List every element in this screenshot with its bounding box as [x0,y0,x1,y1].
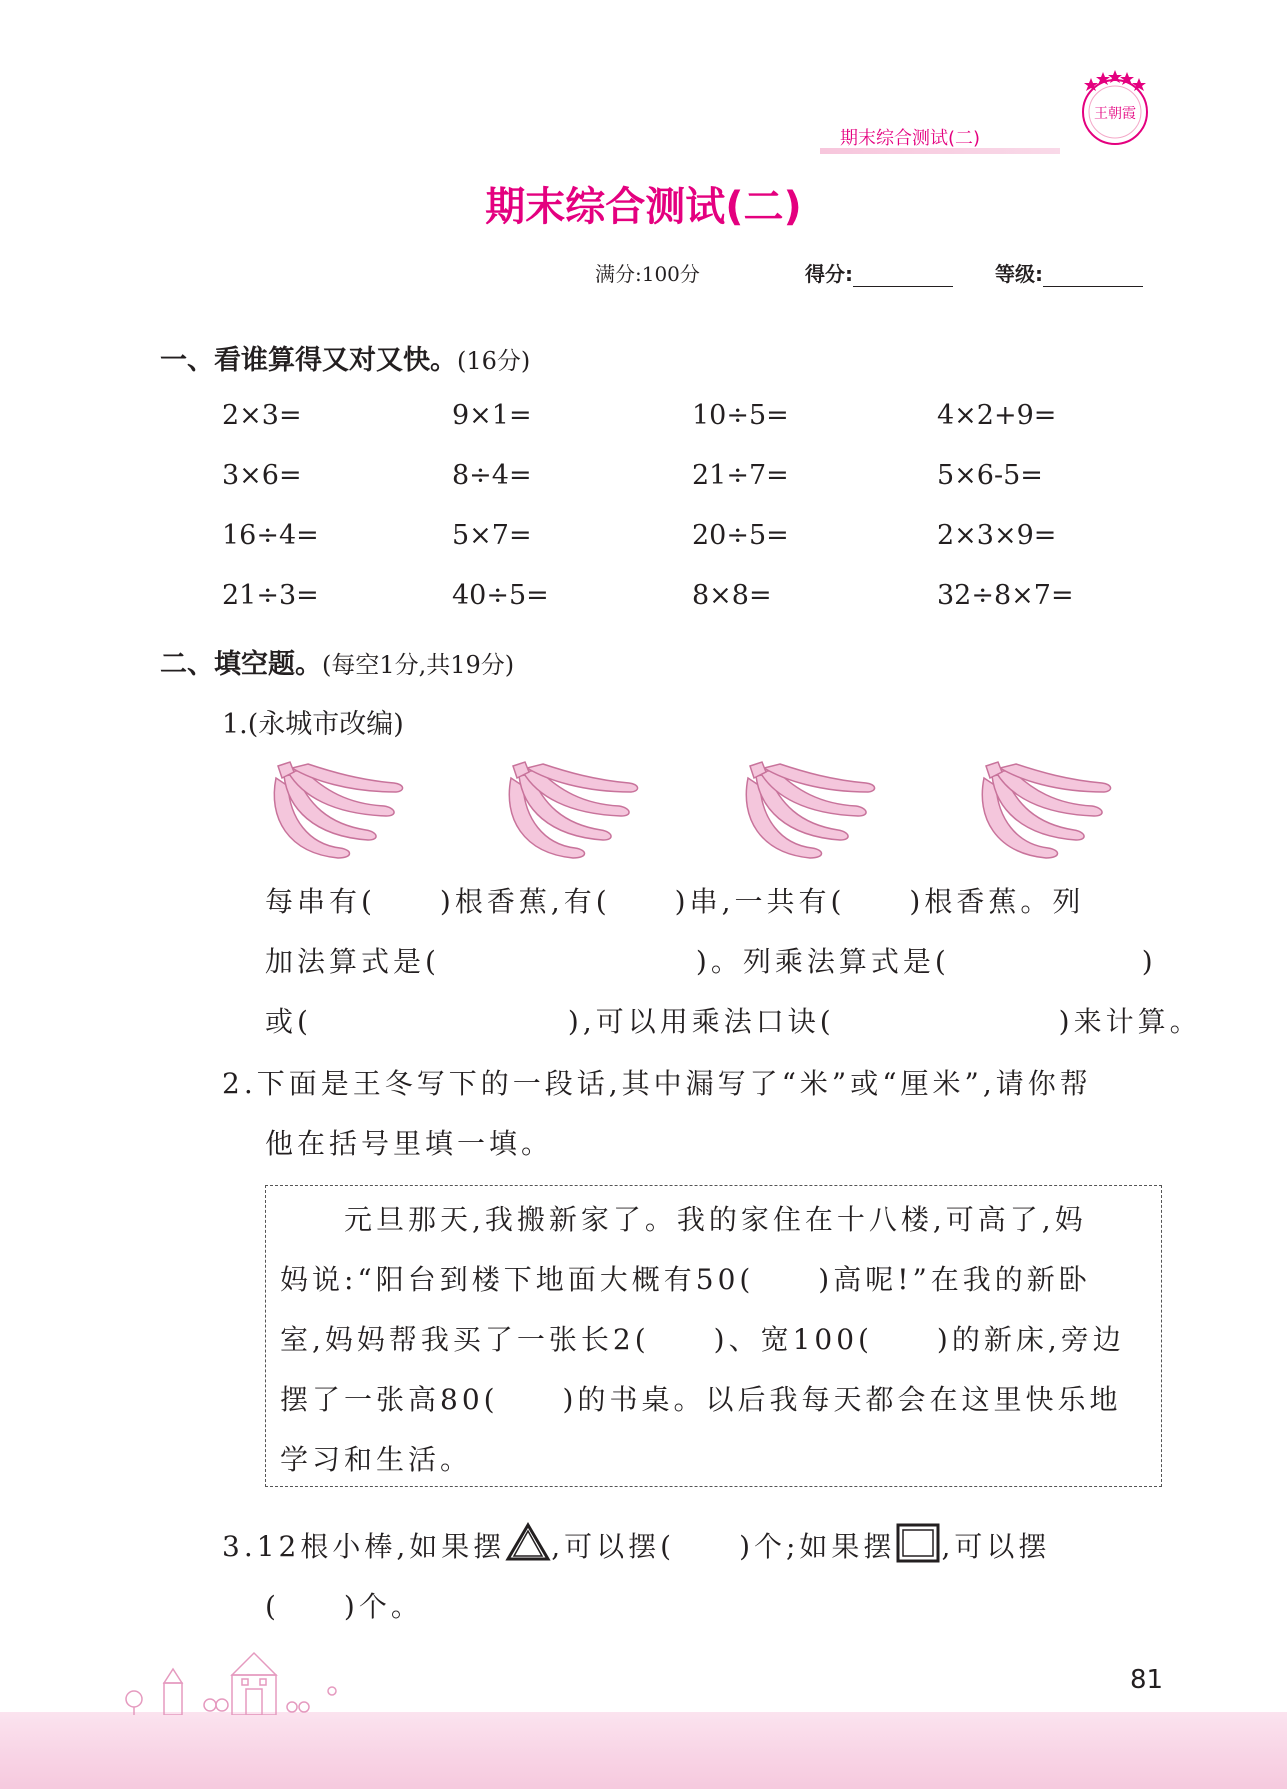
banana-bunch-icon [740,758,880,863]
calc-item: 3×6= [222,460,302,491]
calc-item: 4×2+9= [937,400,1057,431]
story-line: 元旦那天,我搬新家了。我的家住在十八楼,可高了,妈 [280,1203,1087,1236]
question-2-line-1: 2.下面是王冬写下的一段话,其中漏写了“米”或“厘米”,请你帮 [222,1067,1092,1100]
triangle-sticks-icon [505,1522,551,1562]
question-3-line-1 [222,1522,1050,1565]
calc-item: 2×3×9= [937,520,1057,551]
calc-item: 5×7= [452,520,532,551]
brand-logo [1075,70,1155,150]
section-1-heading [160,338,530,377]
calc-item: 16÷4= [222,520,319,551]
question-1-line-3: 或( ),可以用乘法口诀( )来计算。 [265,1005,1202,1038]
square-sticks-icon [895,1522,941,1564]
calc-item: 21÷7= [692,460,789,491]
banana-bunch-icon [268,758,408,863]
score-field[interactable] [805,258,953,287]
score-label: 得分: [805,262,853,286]
footer-town-illustration-icon [120,1645,360,1715]
story-line: 室,妈妈帮我买了一张长2( )、宽100( )的新床,旁边 [280,1323,1125,1356]
calc-item: 40÷5= [452,580,549,611]
calc-item: 8×8= [692,580,772,611]
full-marks: 满分:100分 [595,262,700,286]
section-2-points: (每空1分,共19分) [322,651,515,679]
section-2-heading [160,642,514,681]
page-number: 81 [1130,1665,1164,1695]
section-1-title: 一、看谁算得又对又快。 [160,345,457,376]
calc-item: 2×3= [222,400,302,431]
calc-item: 20÷5= [692,520,789,551]
story-line: 妈说:“阳台到楼下地面大概有50( )高呢!”在我的新卧 [280,1263,1091,1296]
page-title: 期末综合测试(二) [485,184,802,230]
calc-item: 8÷4= [452,460,532,491]
question-3-part-3: ,可以摆 [941,1530,1051,1563]
grade-label: 等级: [995,262,1043,286]
question-1-line-1: 每串有( )根香蕉,有( )串,一共有( )根香蕉。列 [265,885,1085,918]
banana-bunch-icon [976,758,1116,863]
calc-item: 10÷5= [692,400,789,431]
section-2-title: 二、填空题。 [160,649,322,680]
story-line: 摆了一张高80( )的书桌。以后我每天都会在这里快乐地 [280,1383,1122,1416]
question-2-line-2: 他在括号里填一填。 [265,1127,554,1160]
question-1-label: 1.(永城市改编) [222,709,404,740]
grade-field[interactable] [995,258,1143,287]
running-title: 期末综合测试(二) [840,128,981,149]
calc-item: 32÷8×7= [937,580,1074,611]
calc-item: 9×1= [452,400,532,431]
calc-item: 21÷3= [222,580,319,611]
grade-blank[interactable] [1043,264,1143,287]
question-3-part-2: ,可以摆( )个;如果摆 [551,1530,896,1563]
banana-bunch-icon [503,758,643,863]
question-3-line-2: ( )个。 [265,1590,423,1623]
score-blank[interactable] [853,264,953,287]
running-header [820,122,1020,152]
question-1-line-2: 加法算式是( )。列乘法算式是( ) [265,945,1157,978]
footer-band [0,1712,1287,1789]
story-line: 学习和生活。 [280,1443,473,1476]
logo-text: 王朝霞 [1094,106,1136,122]
calc-item: 5×6-5= [937,460,1043,491]
section-1-points: (16分) [457,347,531,375]
question-3-part-1: 3.12根小棒,如果摆 [222,1530,506,1563]
